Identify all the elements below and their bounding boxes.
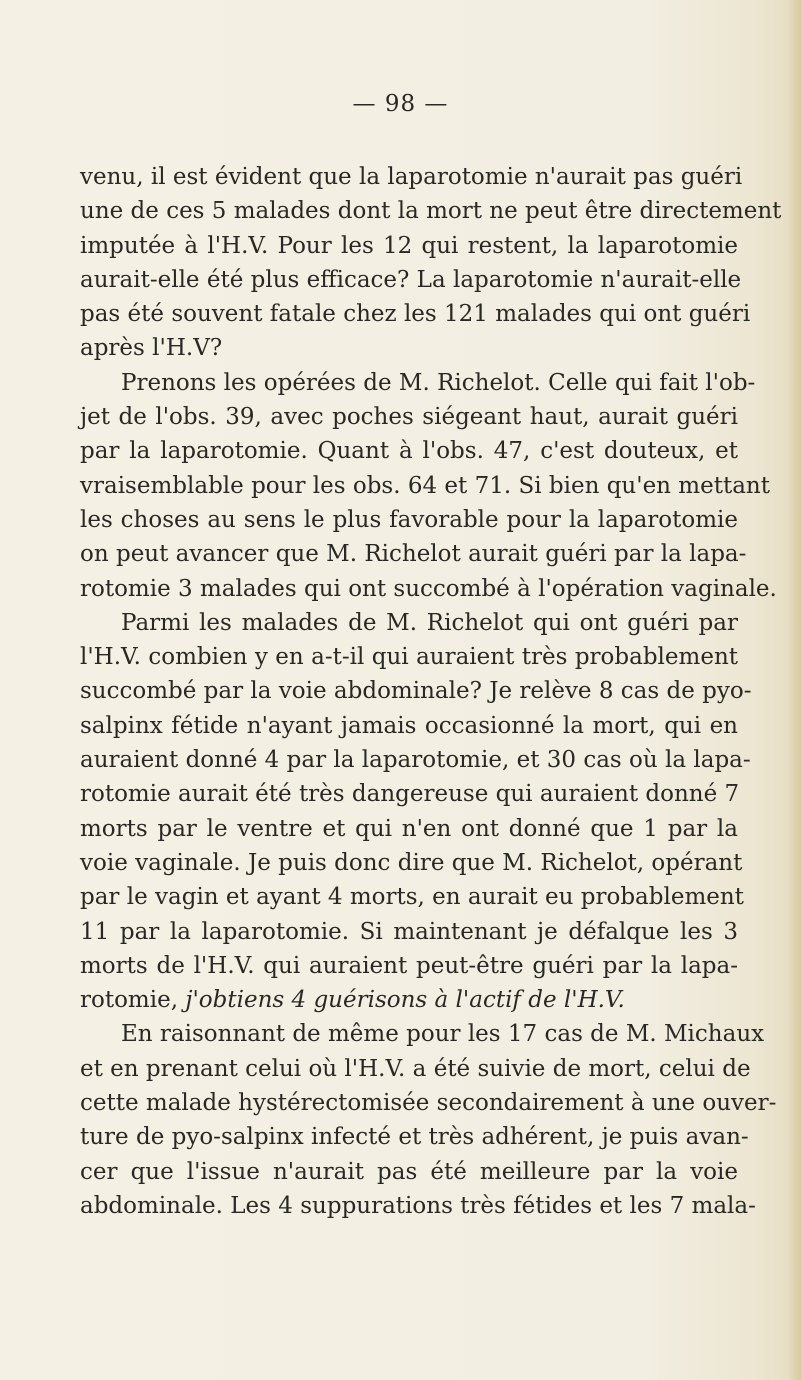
text-line-17: salpinx fétide n'ayant jamais occasionné la mort, qui en bbox=[80, 712, 738, 739]
body-text bbox=[80, 160, 782, 1223]
text-line-16: succombé par la voie abdominale? Je relève 8 cas de pyo- bbox=[80, 678, 752, 705]
text-line-8: jet de l'obs. 39, avec poches siégeant haut, aurait guéri bbox=[80, 404, 738, 431]
text-line-25-italic: j'obtiens 4 guérisons à l'actif de l'H.V. bbox=[185, 987, 625, 1014]
text-line-13: rotomie 3 malades qui ont succombé à l'opération vaginale. bbox=[80, 575, 777, 602]
text-line-11: les choses au sens le plus favorable pour la laparotomie bbox=[80, 506, 738, 533]
text-line-30: cer que l'issue n'aurait pas été meilleure par la voie bbox=[80, 1158, 738, 1185]
text-line-18: auraient donné 4 par la laparotomie, et 30 cas où la lapa- bbox=[80, 747, 751, 774]
text-line-23: 11 par la laparotomie. Si maintenant je défalque les 3 bbox=[80, 918, 738, 945]
text-line-22: par le vagin et ayant 4 morts, en aurait eu probablement bbox=[80, 884, 744, 911]
text-line-12: on peut avancer que M. Richelot aurait guéri par la lapa- bbox=[80, 541, 747, 568]
text-line-10: vraisemblable pour les obs. 64 et 71. Si bien qu'en mettant bbox=[80, 472, 770, 499]
text-line-25-roman: rotomie, bbox=[80, 987, 186, 1014]
text-line-15: l'H.V. combien y en a-t-il qui auraient très probablement bbox=[80, 644, 738, 671]
text-line-20: morts par le ventre et qui n'en ont donné que 1 par la bbox=[80, 815, 738, 842]
text-line-19: rotomie aurait été très dangereuse qui auraient donné 7 bbox=[80, 781, 740, 808]
text-line-25 bbox=[80, 983, 738, 1017]
text-line-28: cette malade hystérectomisée secondairement à une ouver- bbox=[80, 1090, 777, 1117]
text-line-21: voie vaginale. Je puis donc dire que M. Richelot, opérant bbox=[80, 849, 743, 876]
text-line-1: venu, il est évident que la laparotomie n'aurait pas guéri bbox=[80, 164, 743, 190]
text-line-4: aurait-elle été plus efficace? La laparotomie n'aurait-elle bbox=[80, 266, 742, 293]
text-line-29: ture de pyo-salpinx infecté et très adhérent, je puis avan- bbox=[80, 1124, 749, 1151]
text-line-14: Parmi les malades de M. Richelot qui ont guéri par bbox=[121, 609, 738, 636]
text-line-2: une de ces 5 malades dont la mort ne peut être directement bbox=[80, 198, 782, 225]
text-line-6: après l'H.V? bbox=[80, 335, 223, 362]
text-line-7: Prenons les opérées de M. Richelot. Celle qui fait l'ob- bbox=[121, 369, 756, 396]
text-line-5: pas été souvent fatale chez les 121 malades qui ont guéri bbox=[80, 301, 751, 328]
text-line-26: En raisonnant de même pour les 17 cas de M. Michaux bbox=[121, 1021, 765, 1048]
text-line-3: imputée à l'H.V. Pour les 12 qui restent, la laparotomie bbox=[80, 232, 738, 259]
text-line-27: et en prenant celui où l'H.V. a été suivie de mort, celui de bbox=[80, 1055, 751, 1082]
page-edge-shadow bbox=[787, 0, 801, 1380]
page-number: — 98 — bbox=[352, 91, 449, 117]
text-line-9: par la laparotomie. Quant à l'obs. 47, c'est douteux, et bbox=[80, 438, 738, 465]
text-line-31: abdominale. Les 4 suppurations très fétides et les 7 mala- bbox=[80, 1192, 756, 1219]
text-line-24: morts de l'H.V. qui auraient peut-être guéri par la lapa- bbox=[80, 952, 738, 979]
